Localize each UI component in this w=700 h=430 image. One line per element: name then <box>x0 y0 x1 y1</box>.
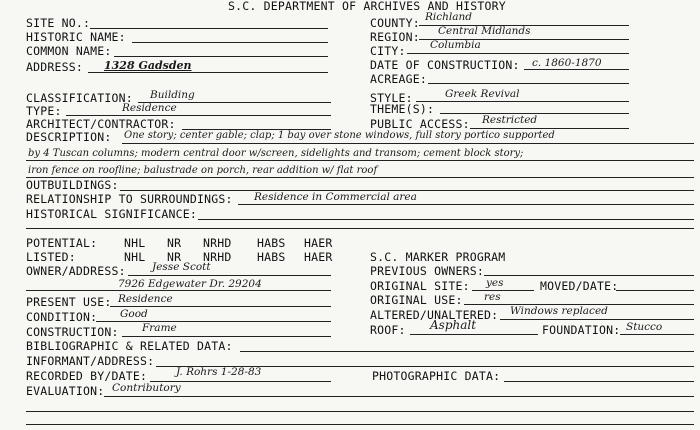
type-value: Residence <box>122 102 177 114</box>
public-access-label: PUBLIC ACCESS: <box>370 117 470 131</box>
moved-date-line <box>616 290 694 291</box>
style-value: Greek Revival <box>445 88 520 100</box>
altered-value: Windows replaced <box>510 305 608 317</box>
marker-program-heading: S.C. MARKER PROGRAM <box>370 250 506 264</box>
bibliographic-label: BIBLIOGRAPHIC & RELATED DATA: <box>26 339 233 353</box>
original-use-label: ORIGINAL USE: <box>370 293 463 307</box>
recorded-by-label: RECORDED BY/DATE: <box>26 369 148 383</box>
description-rule-3 <box>26 177 694 178</box>
description-line-3: iron fence on roofline; balustrade on porch, rear addition w/ flat roof <box>28 165 378 176</box>
listed-nrhd: NRHD <box>203 250 232 264</box>
original-use-value: res <box>484 291 501 303</box>
address-line <box>88 72 328 73</box>
site-no-line <box>90 28 328 29</box>
region-value: Central Midlands <box>438 25 531 37</box>
architect-label: ARCHITECT/CONTRACTOR: <box>26 117 176 131</box>
date-construction-value: c. 1860-1870 <box>532 57 602 69</box>
county-value: Richland <box>425 11 473 23</box>
owner-address-label: OWNER/ADDRESS: <box>26 264 126 278</box>
description-rule-2 <box>26 160 694 161</box>
type-label: TYPE: <box>26 104 62 118</box>
construction-line <box>122 336 331 337</box>
present-use-value: Residence <box>118 293 173 305</box>
listed-habs: HABS <box>257 250 286 264</box>
site-no-label: SITE NO.: <box>26 16 91 30</box>
region-label: REGION: <box>370 30 420 44</box>
date-construction-label: DATE OF CONSTRUCTION: <box>370 58 520 72</box>
evaluation-line <box>104 396 694 397</box>
condition-label: CONDITION: <box>26 310 98 324</box>
description-line-2: by 4 Tuscan columns; modern central door w/screen, sidelights and transom; cement block story; <box>28 148 524 159</box>
altered-unaltered-label: ALTERED/UNALTERED: <box>370 308 499 322</box>
evaluation-rule-3 <box>26 424 694 425</box>
evaluation-label: EVALUATION: <box>26 384 105 398</box>
common-name-label: COMMON NAME: <box>26 44 112 58</box>
county-label: COUNTY: <box>370 16 420 30</box>
potential-habs: HABS <box>257 236 286 250</box>
relationship-line <box>238 204 694 205</box>
evaluation-rule-2 <box>26 411 694 412</box>
owner-address: 7926 Edgewater Dr. 29204 <box>118 278 262 290</box>
foundation-value: Stucco <box>626 321 663 333</box>
date-construction-line <box>524 69 629 70</box>
owner-line-2 <box>26 290 331 291</box>
moved-date-label: MOVED/DATE: <box>540 279 619 293</box>
listed-haer: HAER <box>304 250 333 264</box>
bibliographic-line <box>240 351 694 352</box>
type-line <box>66 115 331 116</box>
previous-owners-label: PREVIOUS OWNERS: <box>370 264 484 278</box>
city-label: CITY: <box>370 44 406 58</box>
altered-line <box>500 319 694 320</box>
historical-significance-line <box>198 219 694 220</box>
roof-label: ROOF: <box>370 323 406 337</box>
city-value: Columbia <box>430 39 481 51</box>
common-name-line <box>114 56 328 57</box>
evaluation-value: Contributory <box>112 382 181 394</box>
relationship-label: RELATIONSHIP TO SURROUNDINGS: <box>26 192 233 206</box>
description-line-1: One story; center gable; clap; 1 bay over stone windows, full story portico supported <box>124 130 555 141</box>
recorded-by-value: J. Rohrs 1-28-83 <box>176 366 262 378</box>
classification-value: Building <box>150 89 195 101</box>
style-line <box>416 101 629 102</box>
address-label: ADDRESS: <box>26 60 83 74</box>
present-use-line <box>110 306 331 307</box>
potential-nrhd: NRHD <box>203 236 232 250</box>
original-site-value: yes <box>486 277 504 289</box>
description-label: DESCRIPTION: <box>26 130 112 144</box>
public-access-value: Restricted <box>482 114 538 126</box>
previous-owners-line <box>484 275 694 276</box>
condition-line <box>96 321 331 322</box>
themes-label: THEME(S): <box>370 102 435 116</box>
listed-nr: NR <box>167 250 182 264</box>
potential-nr: NR <box>167 236 182 250</box>
listed-nhl: NHL <box>124 250 146 264</box>
historic-name-label: HISTORIC NAME: <box>26 30 126 44</box>
present-use-label: PRESENT USE: <box>26 295 112 309</box>
construction-value: Frame <box>142 322 177 334</box>
construction-label: CONSTRUCTION: <box>26 325 119 339</box>
historical-significance-label: HISTORICAL SIGNIFICANCE: <box>26 207 197 221</box>
original-site-label: ORIGINAL SITE: <box>370 279 470 293</box>
photographic-data-line <box>504 381 694 382</box>
potential-label: POTENTIAL: <box>26 236 98 250</box>
acreage-line <box>428 83 629 84</box>
foundation-label: FOUNDATION: <box>542 323 621 337</box>
description-rule-1 <box>122 143 694 144</box>
historic-name-line <box>132 42 328 43</box>
photographic-data-label: PHOTOGRAPHIC DATA: <box>372 369 501 383</box>
public-access-line <box>470 128 629 129</box>
roof-value: Asphalt <box>430 318 477 332</box>
blank-rule <box>26 228 694 229</box>
outbuildings-label: OUTBUILDINGS: <box>26 178 119 192</box>
original-site-line <box>472 290 534 291</box>
owner-line-1 <box>128 275 331 276</box>
informant-label: INFORMANT/ADDRESS: <box>26 354 155 368</box>
owner-name: Jesse Scott <box>152 261 211 273</box>
roof-line <box>410 334 538 335</box>
condition-value: Good <box>120 308 148 320</box>
address-value: 1328 Gadsden <box>104 59 192 72</box>
relationship-value: Residence in Commercial area <box>254 191 417 203</box>
city-line <box>407 53 629 54</box>
potential-nhl: NHL <box>124 236 146 250</box>
potential-haer: HAER <box>304 236 333 250</box>
foundation-line <box>620 334 694 335</box>
listed-label: LISTED: <box>26 250 76 264</box>
classification-label: CLASSIFICATION: <box>26 91 133 105</box>
form-title: S.C. DEPARTMENT OF ARCHIVES AND HISTORY <box>228 0 506 13</box>
style-label: STYLE: <box>370 91 413 105</box>
acreage-label: ACREAGE: <box>370 72 427 86</box>
